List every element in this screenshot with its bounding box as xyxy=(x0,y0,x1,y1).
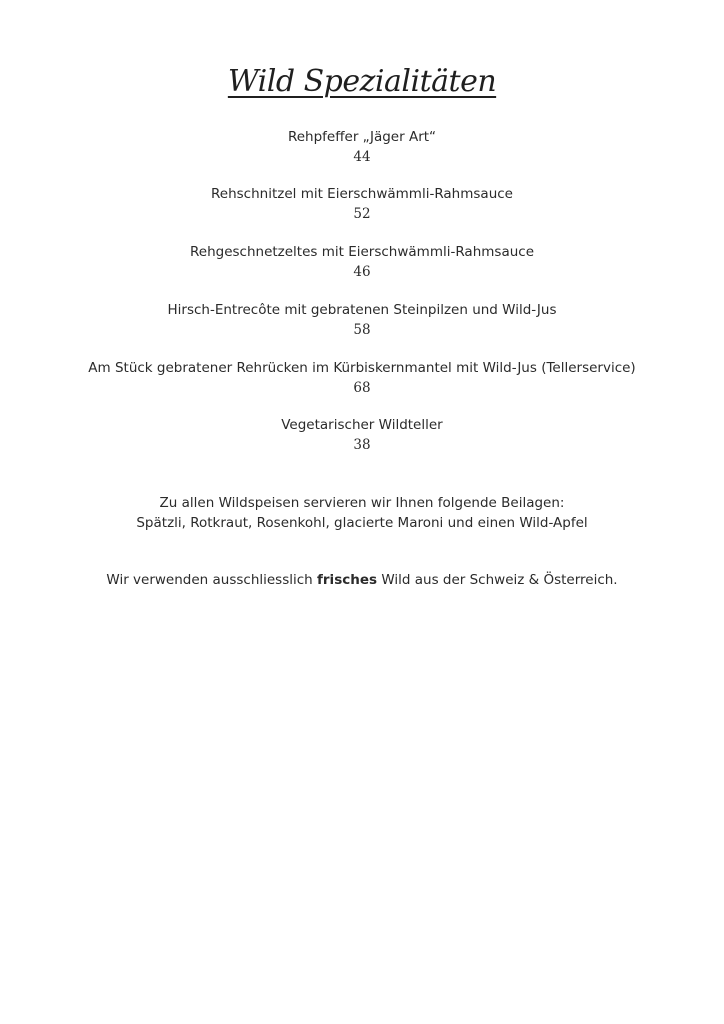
origin-note-text: Wir verwenden ausschliesslich xyxy=(106,572,318,588)
menu-title xyxy=(0,62,724,102)
dish-item xyxy=(0,242,724,282)
dish-name: Am Stück gebratener Rehrücken im Kürbiskernmantel mit Wild-Jus (Tellerservice) xyxy=(88,360,636,376)
sides-note-line: Zu allen Wildspeisen servieren wir Ihnen folgende Beilagen: xyxy=(159,495,565,511)
dish-item xyxy=(0,415,724,455)
dish-price: 46 xyxy=(353,264,371,280)
dish-item xyxy=(0,127,724,167)
dish-item xyxy=(0,300,724,340)
dish-name: Rehgeschnetzeltes mit Eierschwämmli-Rahmsauce xyxy=(189,244,535,260)
origin-note-emphasis: frisches xyxy=(317,572,378,588)
dish-price: 68 xyxy=(353,380,371,396)
dish-name: Rehschnitzel mit Eierschwämmli-Rahmsauce xyxy=(211,186,513,202)
menu-title-text: Wild Spezialitäten xyxy=(227,64,497,99)
dish-name: Rehpfeffer „Jäger Art“ xyxy=(287,129,437,145)
origin-note-line xyxy=(0,570,724,590)
sides-note-line: Spätzli, Rotkraut, Rosenkohl, glacierte Maroni und einen Wild-Apfel xyxy=(136,515,588,531)
origin-note xyxy=(0,570,724,590)
sides-note xyxy=(0,493,724,533)
dish-price: 38 xyxy=(353,437,371,453)
dish-price: 44 xyxy=(353,149,371,165)
dish-price: 52 xyxy=(353,206,371,222)
dish-item xyxy=(0,184,724,224)
dish-name: Hirsch-Entrecôte mit gebratenen Steinpilzen und Wild-Jus xyxy=(167,302,557,318)
origin-note-text: Wild aus der Schweiz & Österreich. xyxy=(377,572,618,588)
dish-price: 58 xyxy=(353,322,371,338)
dish-name: Vegetarischer Wildteller xyxy=(281,417,443,433)
dish-item xyxy=(0,358,724,398)
